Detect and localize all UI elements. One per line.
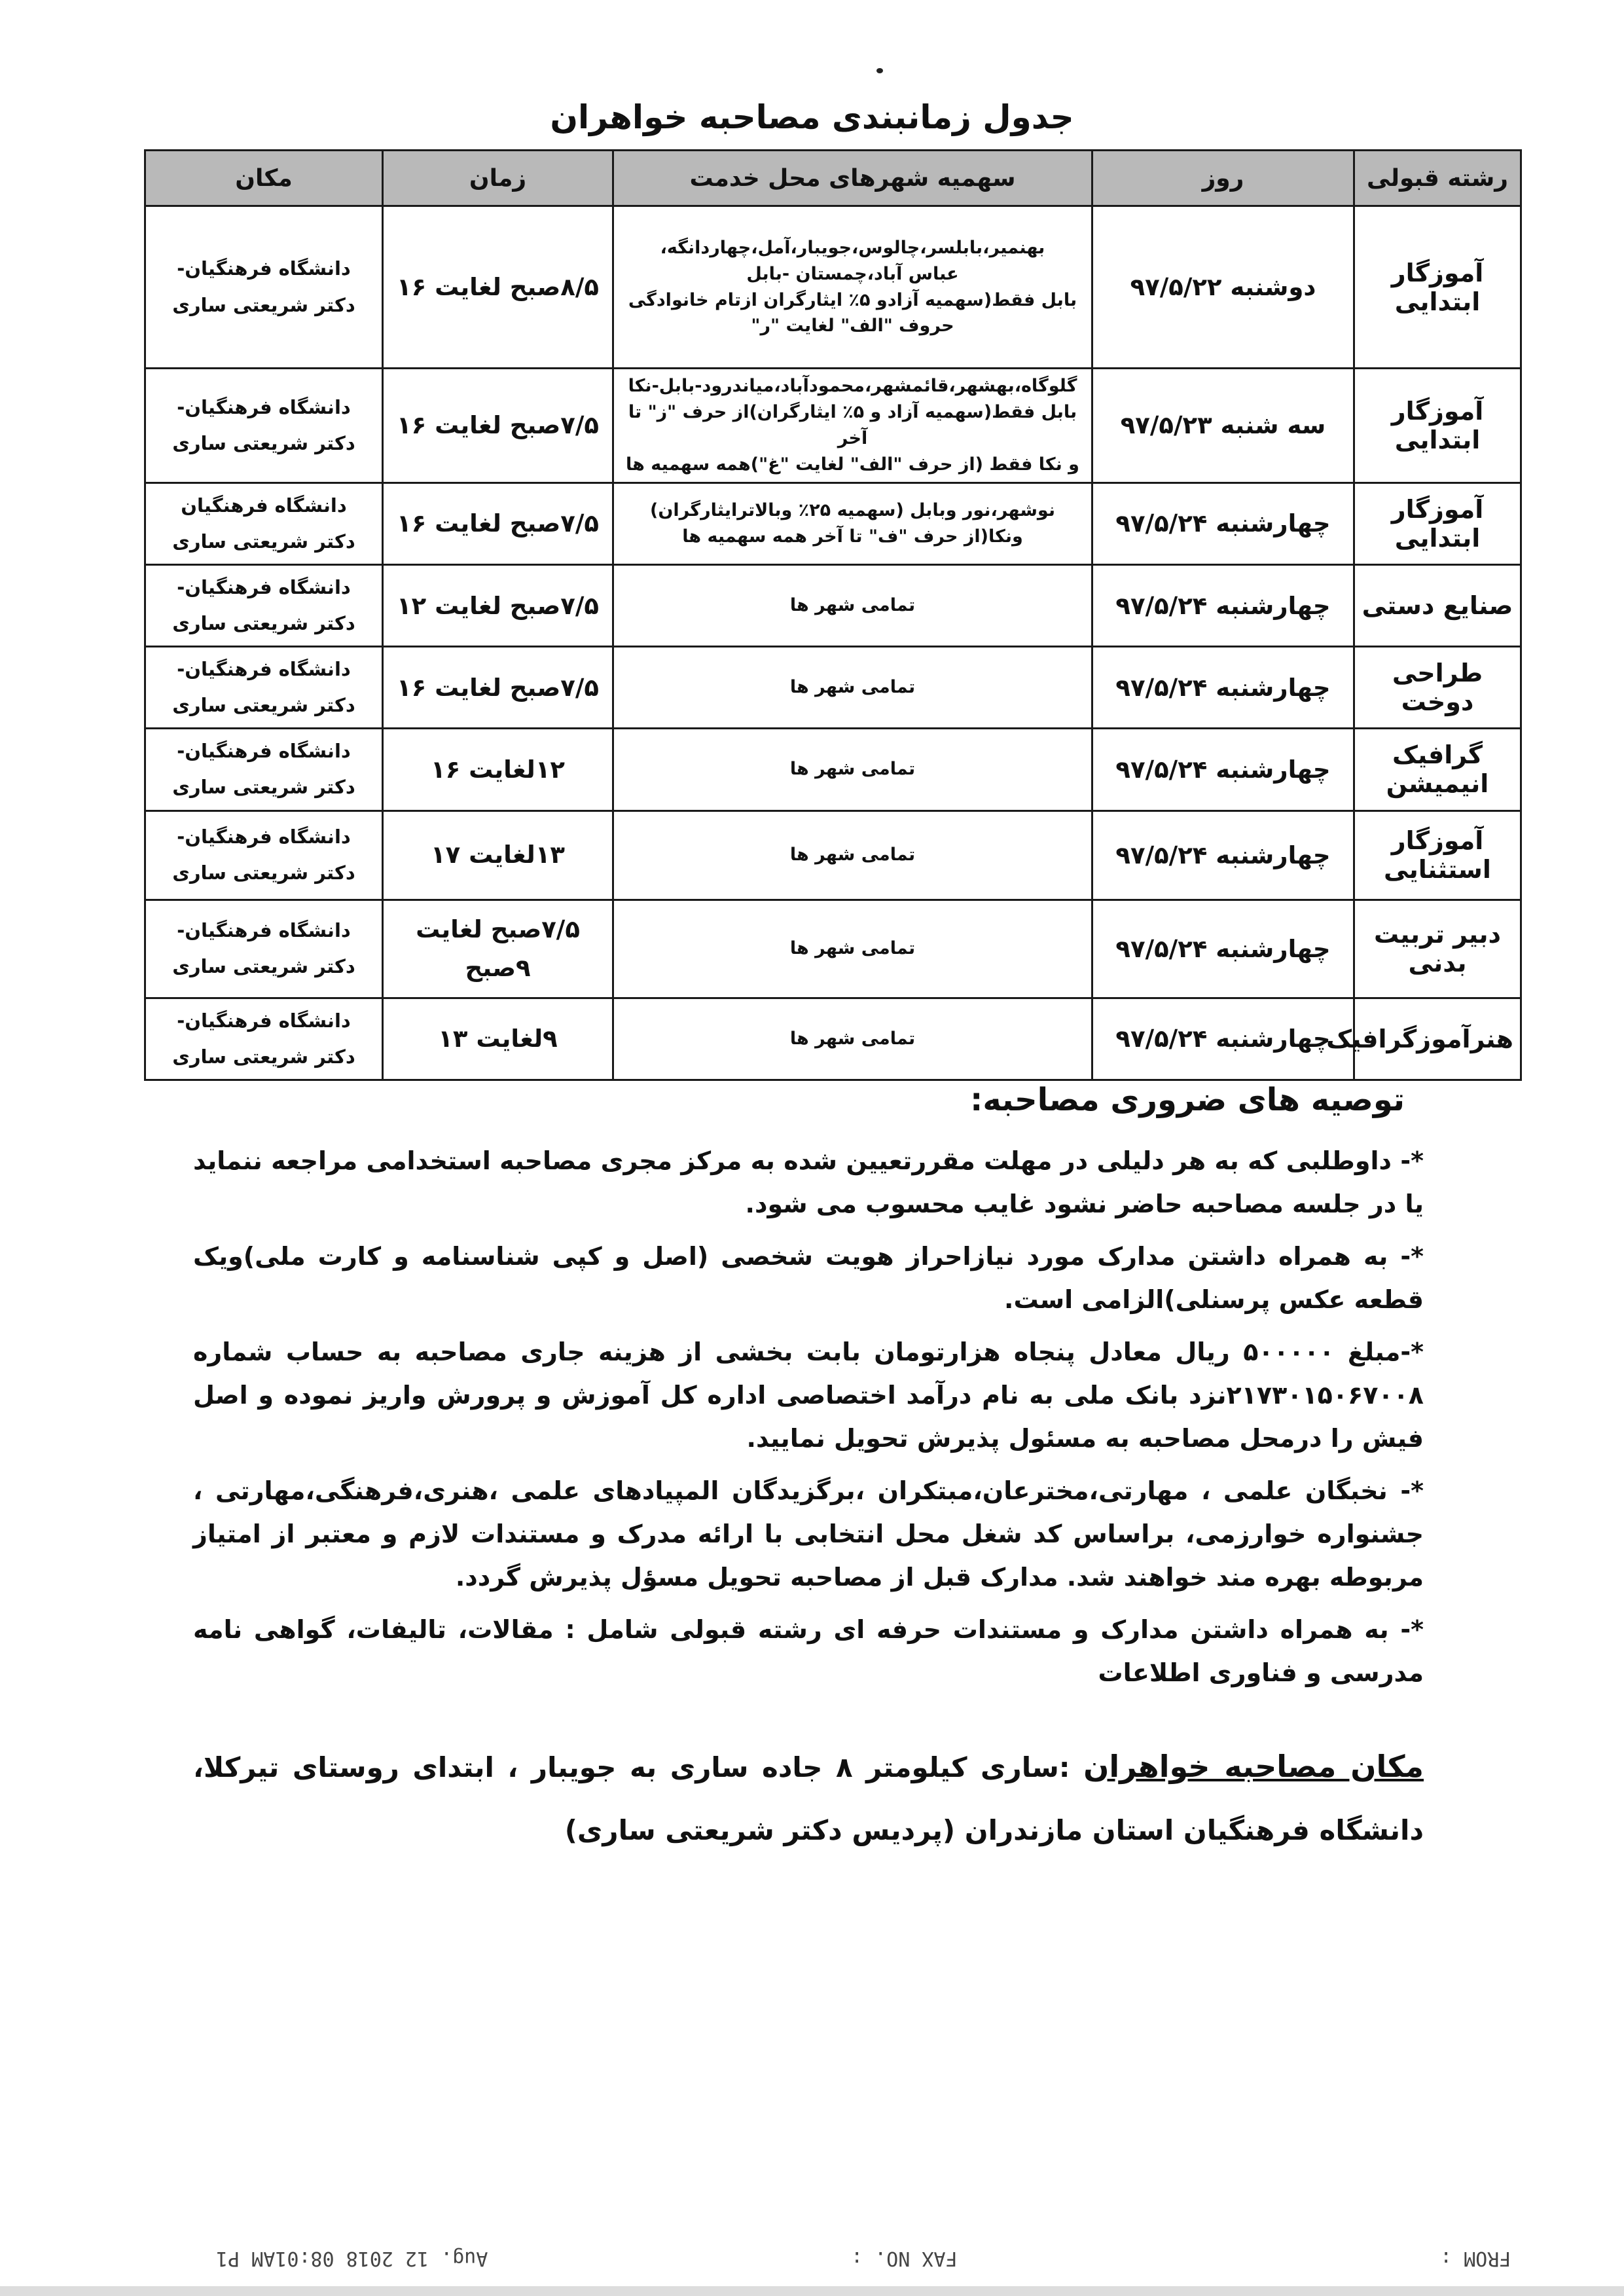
cell-day: سه شنبه ۹۷/۵/۲۳ bbox=[1092, 369, 1354, 483]
cell-place: دانشگاه فرهنگیان- دکتر شریعتی ساری bbox=[145, 998, 383, 1080]
cell-field: دبیر تربیت بدنی bbox=[1354, 900, 1521, 998]
cell-time: ۷/۵صبح لغایت ۱۶ bbox=[383, 647, 613, 729]
cell-place: دانشگاه فرهنگیان- دکتر شریعتی ساری bbox=[145, 647, 383, 729]
cell-time: ۱۳لغایت ۱۷ bbox=[383, 811, 613, 900]
cell-quota: بهنمیر،بابلسر،چالوس،جویبار،آمل،چهاردانگه، عباس آباد،چمستان -بابل بابل فقط(سهمیه آزادو ۵٪ ایثارگران ازتام خانوادگی حروف "الف" لغایت "ر" bbox=[613, 206, 1092, 369]
cell-day: چهارشنبه ۹۷/۵/۲۴ bbox=[1092, 811, 1354, 900]
header-day: روز bbox=[1092, 151, 1354, 206]
recommendation-item: *- به همراه داشتن مدارک و مستندات حرفه ای رشته قبولی شامل : مقالات، تالیفات، گواهی نامه مدرسی و فناوری اطلاعات bbox=[193, 1615, 1424, 1687]
table-row bbox=[145, 729, 1521, 811]
cell-time: ۷/۵صبح لغایت ۱۲ bbox=[383, 565, 613, 647]
header-time: زمان bbox=[383, 151, 613, 206]
cell-time: ۷/۵صبح لغایت ۹صبح bbox=[383, 900, 613, 998]
fax-from: FROM : bbox=[1440, 2247, 1511, 2270]
cell-place: دانشگاه فرهنگیان دکتر شریعتی ساری bbox=[145, 483, 383, 564]
cell-time: ۷/۵صبح لغایت ۱۶ bbox=[383, 369, 613, 483]
table-header-row bbox=[145, 151, 1521, 206]
fax-number: FAX NO. : bbox=[851, 2247, 958, 2270]
recommendation-item: *- نخبگان علمی ، مهارتی،مخترعان،مبتکران ،برگزیدگان المپیادهای علمی ،هنری،فرهنگی،مهارتی ، جشنواره خوارزمی، براساس کد شغل محل انتخابی با ارائه مدرک و مستندات لازم و معتبر از امتیاز مربوطه بهره مند خواهند شد. مدارک قبل از مصاحبه تحویل مسؤل پذیرش گردد. bbox=[193, 1476, 1424, 1592]
cell-field: صنایع دستی bbox=[1354, 565, 1521, 647]
cell-day: چهارشنبه ۹۷/۵/۲۴ bbox=[1092, 729, 1354, 811]
cell-quota: تمامی شهر ها bbox=[613, 900, 1092, 998]
cell-field: هنرآموزگرافیک bbox=[1354, 998, 1521, 1080]
table-row bbox=[145, 811, 1521, 900]
cell-quota: تمامی شهر ها bbox=[613, 565, 1092, 647]
cell-day: چهارشنبه ۹۷/۵/۲۴ bbox=[1092, 647, 1354, 729]
recommendation-item: *- داوطلبی که به هر دلیلی در مهلت مقررتعیین شده به مرکز مجری مصاحبه استخدامی مراجعه ننماید یا در جلسه مصاحبه حاضر نشود غایب محسوب می شود. bbox=[193, 1146, 1424, 1218]
table-row bbox=[145, 369, 1521, 483]
cell-place: دانشگاه فرهنگیان- دکتر شریعتی ساری bbox=[145, 729, 383, 811]
venue-label: مکان مصاحبه خواهران bbox=[1083, 1749, 1424, 1784]
cell-day: چهارشنبه ۹۷/۵/۲۴ bbox=[1092, 483, 1354, 564]
venue-paragraph bbox=[193, 1735, 1424, 1862]
cell-quota: نوشهر،نور وبابل (سهمیه ۲۵٪ وبالاترایثارگران) ونکا(از حرف "ف" تا آخر همه سهمیه ها bbox=[613, 483, 1092, 564]
header-field: رشته قبولی bbox=[1354, 151, 1521, 206]
cell-field: آموزگار ابتدایی bbox=[1354, 369, 1521, 483]
cell-time: ۱۲لغایت ۱۶ bbox=[383, 729, 613, 811]
header-quota: سهمیه شهرهای محل خدمت bbox=[613, 151, 1092, 206]
cell-field: آموزگار ابتدایی bbox=[1354, 206, 1521, 369]
cell-time: ۸/۵صبح لغایت ۱۶ bbox=[383, 206, 613, 369]
cell-field: طراحی دوخت bbox=[1354, 647, 1521, 729]
scan-speck bbox=[876, 68, 883, 73]
cell-place: دانشگاه فرهنگیان- دکتر شریعتی ساری bbox=[145, 369, 383, 483]
table-row bbox=[145, 647, 1521, 729]
cell-quota: تمامی شهر ها bbox=[613, 729, 1092, 811]
cell-day: چهارشنبه ۹۷/۵/۲۴ bbox=[1092, 900, 1354, 998]
cell-place: دانشگاه فرهنگیان- دکتر شریعتی ساری bbox=[145, 900, 383, 998]
recommendations-title: توصیه های ضروری مصاحبه: bbox=[970, 1082, 1405, 1118]
cell-time: ۹لغایت ۱۳ bbox=[383, 998, 613, 1080]
cell-day: چهارشنبه ۹۷/۵/۲۴ bbox=[1092, 998, 1354, 1080]
cell-day: چهارشنبه ۹۷/۵/۲۴ bbox=[1092, 565, 1354, 647]
table-row bbox=[145, 483, 1521, 564]
table-row bbox=[145, 998, 1521, 1080]
fax-header-strip bbox=[0, 2247, 1624, 2273]
cell-day: دوشنبه ۹۷/۵/۲۲ bbox=[1092, 206, 1354, 369]
cell-quota: تمامی شهر ها bbox=[613, 998, 1092, 1080]
table-row bbox=[145, 900, 1521, 998]
recommendations-list bbox=[193, 1139, 1424, 1704]
recommendation-item: *- به همراه داشتن مدارک مورد نیازاحراز هویت شخصی (اصل و کپی شناسنامه و کارت ملی)ویک قطعه عکس پرسنلی)الزامی است. bbox=[193, 1242, 1424, 1314]
cell-place: دانشگاه فرهنگیان- دکتر شریعتی ساری bbox=[145, 811, 383, 900]
scan-bottom-edge bbox=[0, 2286, 1624, 2296]
recommendation-item: *-مبلغ ۵۰۰۰۰۰ ریال معادل پنجاه هزارتومان بابت بخشی از هزینه جاری مصاحبه به حساب شماره ۲۱۷۳۰۱۵۰۶۷۰۰۸نزد بانک ملی به نام درآمد اختصاصی اداره کل آموزش و پرورش واریز نموده و اصل فیش را درمحل مصاحبه به مسئول پذیرش تحویل نمایید. bbox=[193, 1338, 1424, 1453]
table-row bbox=[145, 565, 1521, 647]
fax-datetime: Aug. 12 2018 08:01AM P1 bbox=[216, 2247, 488, 2270]
cell-field: گرافیک انیمیشن bbox=[1354, 729, 1521, 811]
table-row bbox=[145, 206, 1521, 369]
cell-quota: تمامی شهر ها bbox=[613, 811, 1092, 900]
schedule-table bbox=[144, 149, 1522, 1081]
cell-field: آموزگار ابتدایی bbox=[1354, 483, 1521, 564]
cell-quota: تمامی شهر ها bbox=[613, 647, 1092, 729]
cell-time: ۷/۵صبح لغایت ۱۶ bbox=[383, 483, 613, 564]
cell-quota: گلوگاه،بهشهر،قائمشهر،محمودآباد،میاندرود-بابل-نکا بابل فقط(سهمیه آزاد و ۵٪ ایثارگران)از حرف "ز" تا آخر و نکا فقط (از حرف "الف" لغایت "غ")همه سهمیه ها bbox=[613, 369, 1092, 483]
header-place: مکان bbox=[145, 151, 383, 206]
venue-address: :ساری کیلومتر ۸ جاده ساری به جویبار ، ابتدای روستای تیرکلا، دانشگاه فرهنگیان استان مازندران (پردیس دکتر شریعتی ساری) bbox=[193, 1751, 1424, 1846]
cell-field: آموزگار استثنایی bbox=[1354, 811, 1521, 900]
cell-place: دانشگاه فرهنگیان- دکتر شریعتی ساری bbox=[145, 565, 383, 647]
page-title: جدول زمانبندی مصاحبه خواهران bbox=[550, 98, 1074, 136]
cell-place: دانشگاه فرهنگیان- دکتر شریعتی ساری bbox=[145, 206, 383, 369]
